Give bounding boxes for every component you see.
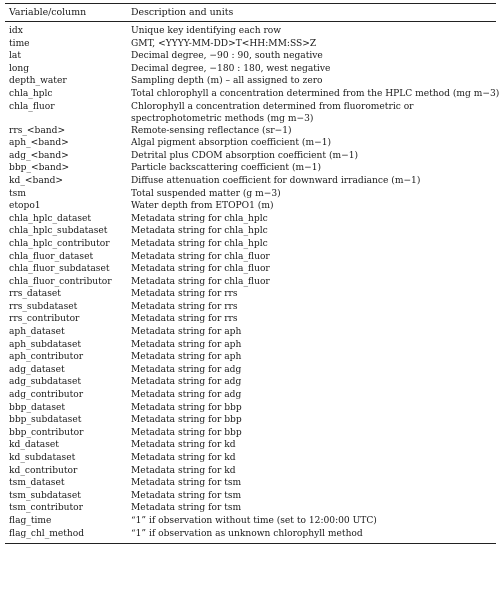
table-row — [5, 75, 496, 88]
table-row — [5, 137, 496, 150]
description-cell: Metadata string for adg — [131, 377, 242, 388]
variable-cell: lat — [9, 51, 21, 62]
table-row — [5, 276, 496, 289]
variable-cell: tsm_contributor — [9, 503, 83, 514]
table-row — [5, 251, 496, 264]
table-row — [5, 188, 496, 201]
variable-cell: chla_hplc_dataset — [9, 213, 92, 224]
description-cell: Metadata string for chla_fluor — [131, 251, 270, 262]
variable-cell: kd_contributor — [9, 465, 78, 476]
description-cell: GMT, <YYYY-MM-DD>T<HH:MM:SS>Z — [131, 38, 317, 49]
description-cell: Particle backscattering coefficient (m−1) — [131, 163, 322, 174]
table-row — [5, 376, 496, 389]
variable-cell: kd_<band> — [9, 175, 64, 186]
description-cell: Decimal degree, −90 : 90, south negative — [131, 51, 323, 62]
table-row — [5, 477, 496, 490]
variable-cell: adg_subdataset — [9, 377, 81, 388]
description-cell: Metadata string for chla_hplc — [131, 238, 268, 249]
variable-cell: aph_contributor — [9, 352, 84, 363]
variable-cell: tsm_subdataset — [9, 490, 81, 501]
variable-cell: time — [9, 38, 30, 49]
description-cell: Metadata string for aph — [131, 339, 242, 350]
description-cell: Metadata string for bbp — [131, 402, 242, 413]
table-row — [5, 63, 496, 76]
description-cell: Metadata string for chla_fluor — [131, 264, 270, 275]
table-row — [5, 439, 496, 452]
variable-cell: long — [9, 63, 30, 74]
description-cell: Metadata string for kd — [131, 440, 236, 451]
description-cell: Metadata string for rrs — [131, 314, 238, 325]
variable-cell: chla_fluor_contributor — [9, 276, 112, 287]
description-cell: “1” if observation as unknown chlorophyll method — [131, 528, 363, 539]
description-cell: Metadata string for aph — [131, 327, 242, 338]
variable-cell: aph_dataset — [9, 327, 65, 338]
variable-cell: aph_<band> — [9, 138, 69, 149]
variable-cell: adg_contributor — [9, 390, 84, 401]
variable-cell: flag_time — [9, 515, 52, 526]
description-cell: Remote-sensing reflectance (sr−1) — [131, 125, 292, 136]
table-row — [5, 88, 500, 101]
table-row — [5, 452, 496, 465]
table-row — [5, 25, 496, 38]
table-row — [5, 339, 496, 352]
variable-cell: bbp_dataset — [9, 402, 66, 413]
description-cell: Metadata string for adg — [131, 364, 242, 375]
description-cell: Unique key identifying each row — [131, 26, 282, 36]
description-cell: Metadata string for kd — [131, 453, 236, 463]
variable-cell: rrs_contributor — [9, 314, 80, 325]
variable-cell: kd_subdataset — [9, 453, 76, 463]
table-row — [5, 490, 496, 503]
table-row — [5, 402, 496, 415]
table-row — [5, 101, 496, 125]
table-row — [5, 528, 496, 541]
variable-cell: tsm — [9, 188, 26, 199]
variable-cell: rrs_dataset — [9, 289, 61, 300]
table-row — [5, 38, 496, 51]
description-cell: Metadata string for tsm — [131, 490, 242, 501]
variable-cell: chla_hplc_contributor — [9, 238, 110, 249]
table-row — [5, 263, 496, 276]
table-row — [5, 301, 496, 314]
variable-cell: chla_hplc_subdataset — [9, 226, 108, 237]
bottom-rule — [5, 543, 496, 544]
description-cell: Decimal degree, −180 : 180, west negative — [131, 63, 331, 74]
variable-cell: aph_subdataset — [9, 339, 82, 350]
table-row — [5, 225, 496, 238]
variable-cell: chla_fluor_dataset — [9, 251, 94, 262]
variable-cell: adg_dataset — [9, 364, 65, 375]
description-cell: Metadata string for chla_hplc — [131, 213, 268, 224]
table-row — [5, 125, 496, 138]
table-row — [5, 213, 496, 226]
description-cell: Diffuse attenuation coefficient for downward irradiance (m−1) — [131, 175, 421, 186]
table-row — [5, 162, 496, 175]
table-row — [5, 351, 496, 364]
table-row — [5, 364, 496, 377]
description-cell: Metadata string for bbp — [131, 427, 242, 438]
description-cell: Total suspended matter (g m−3) — [131, 188, 281, 199]
description-cell: Metadata string for aph — [131, 352, 242, 363]
table-row — [5, 515, 496, 528]
variable-cell: rrs_subdataset — [9, 301, 78, 312]
variable-cell: adg_<band> — [9, 150, 69, 161]
variable-cell: kd_dataset — [9, 440, 59, 451]
table-row — [5, 313, 496, 326]
variable-cell: chla_fluor_subdataset — [9, 264, 110, 275]
table-row — [5, 150, 496, 163]
table-body — [5, 25, 500, 543]
description-cell: Metadata string for kd — [131, 465, 236, 476]
description-cell: Metadata string for rrs — [131, 289, 238, 300]
variable-cell: tsm_dataset — [9, 478, 65, 489]
description-cell: Metadata string for rrs — [131, 301, 238, 312]
description-cell: Metadata string for chla_hplc — [131, 226, 268, 237]
description-cell: Metadata string for adg — [131, 390, 242, 401]
table-row — [5, 50, 496, 63]
table-row — [5, 200, 496, 213]
description-cell: Metadata string for bbp — [131, 415, 242, 426]
description-cell: Metadata string for tsm — [131, 478, 242, 489]
variable-cell: chla_hplc — [9, 88, 53, 99]
table-row — [5, 238, 496, 251]
table-row — [5, 502, 496, 515]
table-header — [5, 4, 496, 21]
table-row — [5, 414, 496, 427]
table-row — [5, 326, 496, 339]
description-cell: Chlorophyll a concentration determined from fluorometric or spectrophotometric methods (mg m−3) — [131, 102, 414, 125]
description-cell: Metadata string for tsm — [131, 503, 242, 514]
table-row — [5, 389, 496, 402]
variable-cell: chla_fluor — [9, 101, 55, 112]
variable-cell: bbp_contributor — [9, 427, 84, 438]
description-cell: Water depth from ETOPO1 (m) — [131, 201, 274, 212]
description-cell: “1” if observation without time (set to 12:00:00 UTC) — [131, 515, 377, 526]
variable-cell: bbp_<band> — [9, 163, 70, 174]
variable-table — [5, 3, 500, 544]
table-row — [5, 465, 496, 478]
variable-cell: etopo1 — [9, 201, 41, 212]
table-row — [5, 288, 496, 301]
header-description: Description and units — [131, 7, 234, 18]
description-cell: Total chlorophyll a concentration determined from the HPLC method (mg m−3) — [131, 88, 500, 99]
table-row — [5, 427, 496, 440]
header-variable: Variable/column — [9, 7, 87, 18]
table-row — [5, 175, 496, 188]
description-cell: Sampling depth (m) – all assigned to zero — [131, 76, 323, 87]
variable-cell: idx — [9, 26, 23, 36]
description-cell: Metadata string for chla_fluor — [131, 276, 270, 287]
description-cell: Detrital plus CDOM absorption coefficient (m−1) — [131, 150, 359, 161]
description-cell: Algal pigment absorption coefficient (m−1) — [131, 138, 332, 149]
variable-cell: rrs_<band> — [9, 125, 66, 136]
variable-cell: bbp_subdataset — [9, 415, 82, 426]
variable-cell: depth_water — [9, 76, 67, 87]
variable-cell: flag_chl_method — [9, 528, 85, 539]
